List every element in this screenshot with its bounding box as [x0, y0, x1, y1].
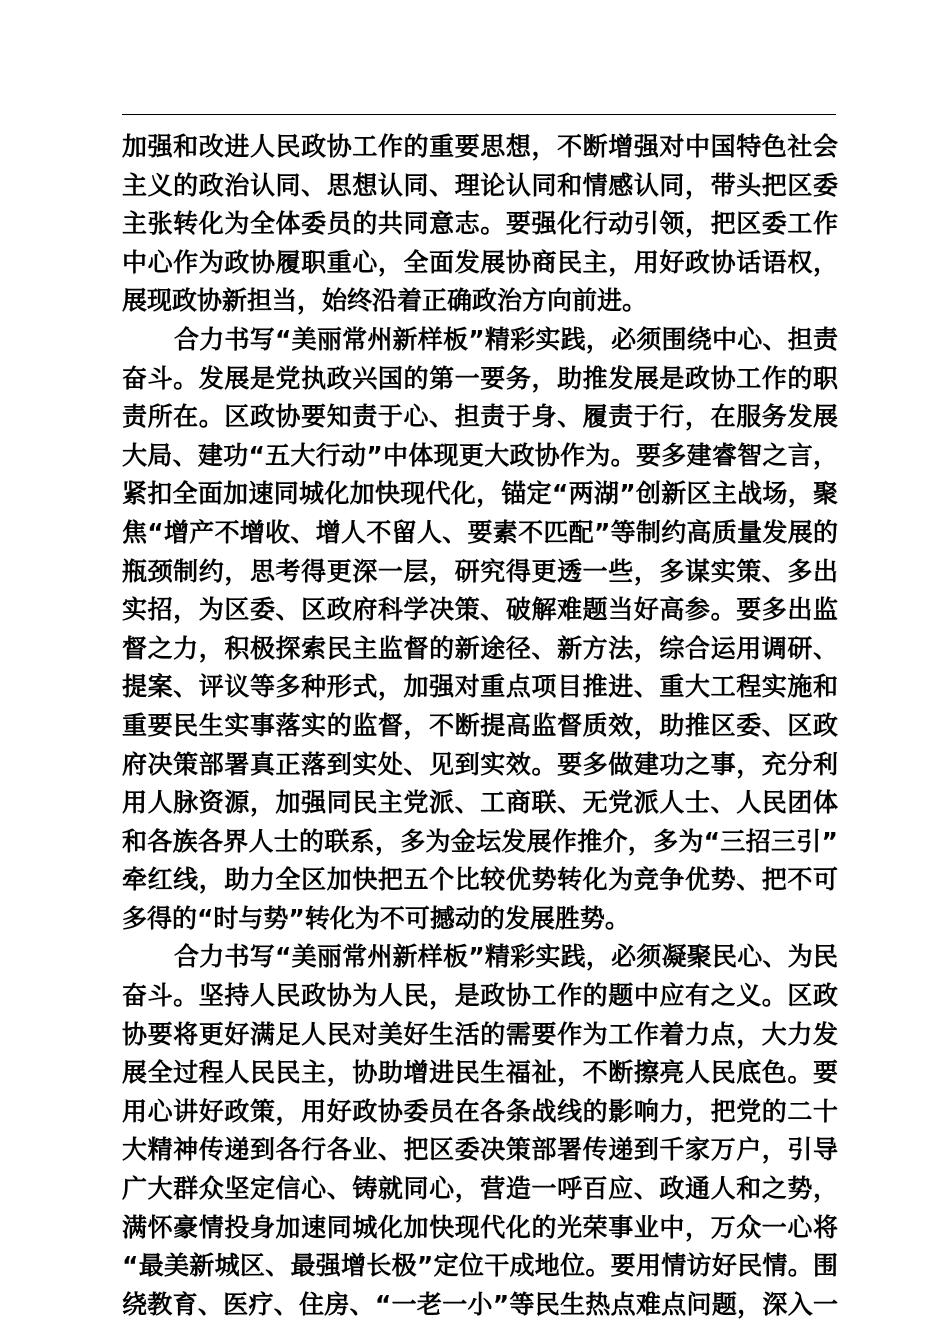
- text-line: 和各族各界人士的联系，多为金坛发展作推介，多为“三招三引”: [122, 826, 838, 856]
- text-line: 主义的政治认同、思想认同、理论认同和情感认同，带头把区委: [122, 170, 838, 200]
- text-line: 协要将更好满足人民对美好生活的需要作为工作着力点，大力发: [122, 1019, 838, 1049]
- text-line: 督之力，积极探索民主监督的新途径、新方法，综合运用调研、: [122, 633, 838, 663]
- text-line: 用人脉资源，加强同民主党派、工商联、无党派人士、人民团体: [122, 788, 838, 818]
- text-line: 多得的“时与势”转化为不可撼动的发展胜势。: [122, 903, 630, 933]
- header-rule: [122, 114, 836, 115]
- text-line: 主张转化为全体委员的共同意志。要强化行动引领，把区委工作: [122, 209, 838, 239]
- text-line: 奋斗。发展是党执政兴国的第一要务，助推发展是政协工作的职: [122, 363, 838, 393]
- text-line: 合力书写“美丽常州新样板”精彩实践，必须围绕中心、担责: [174, 324, 838, 354]
- text-line: 紧扣全面加速同城化加快现代化，锚定“两湖”创新区主战场，聚: [122, 479, 838, 509]
- text-line: 重要民生实事落实的监督，不断提高监督质效，助推区委、区政: [122, 710, 838, 740]
- text-line: 大精神传递到各行各业、把区委决策部署传递到千家万户，引导: [122, 1135, 838, 1165]
- text-line: 府决策部署真正落到实处、见到实效。要多做建功之事，充分利: [122, 749, 838, 779]
- text-line: 展全过程人民民主，协助增进民生福祉，不断擦亮人民底色。要: [122, 1058, 838, 1088]
- text-line: 广大群众坚定信心、铸就同心，营造一呼百应、政通人和之势，: [122, 1174, 838, 1204]
- text-line: 合力书写“美丽常州新样板”精彩实践，必须凝聚民心、为民: [174, 942, 838, 972]
- text-line: 中心作为政协履职重心，全面发展协商民主，用好政协话语权，: [122, 247, 838, 277]
- text-line: “最美新城区、最强增长极”定位干成地位。要用情访好民情。围: [122, 1251, 838, 1281]
- text-line: 瓶颈制约，思考得更深一层，研究得更透一些，多谋实策、多出: [122, 556, 838, 586]
- text-line: 责所在。区政协要知责于心、担责于身、履责于行，在服务发展: [122, 402, 838, 432]
- text-line: 提案、评议等多种形式，加强对重点项目推进、重大工程实施和: [122, 672, 838, 702]
- text-line: 展现政协新担当，始终沿着正确政治方向前进。: [122, 286, 648, 316]
- text-line: 加强和改进人民政协工作的重要思想，不断增强对中国特色社会: [122, 132, 838, 161]
- text-line: 绕教育、医疗、住房、“一老一小”等民生热点难点问题，深入一: [122, 1289, 838, 1319]
- text-line: 焦“增产不增收、增人不留人、要素不匹配”等制约高质量发展的: [122, 517, 838, 547]
- text-line: 奋斗。坚持人民政协为人民，是政协工作的题中应有之义。区政: [122, 981, 838, 1011]
- text-line: 大局、建功“五大行动”中体现更大政协作为。要多建睿智之言，: [122, 440, 838, 470]
- document-body: [122, 128, 838, 1324]
- text-line: 满怀豪情投身加速同城化加快现代化的光荣事业中，万众一心将: [122, 1212, 838, 1242]
- text-line: 牵红线，助力全区加快把五个比较优势转化为竞争优势、把不可: [122, 865, 838, 895]
- text-line: 实招，为区委、区政府科学决策、破解难题当好高参。要多出监: [122, 595, 838, 625]
- text-line: 用心讲好政策，用好政协委员在各条战线的影响力，把党的二十: [122, 1096, 838, 1126]
